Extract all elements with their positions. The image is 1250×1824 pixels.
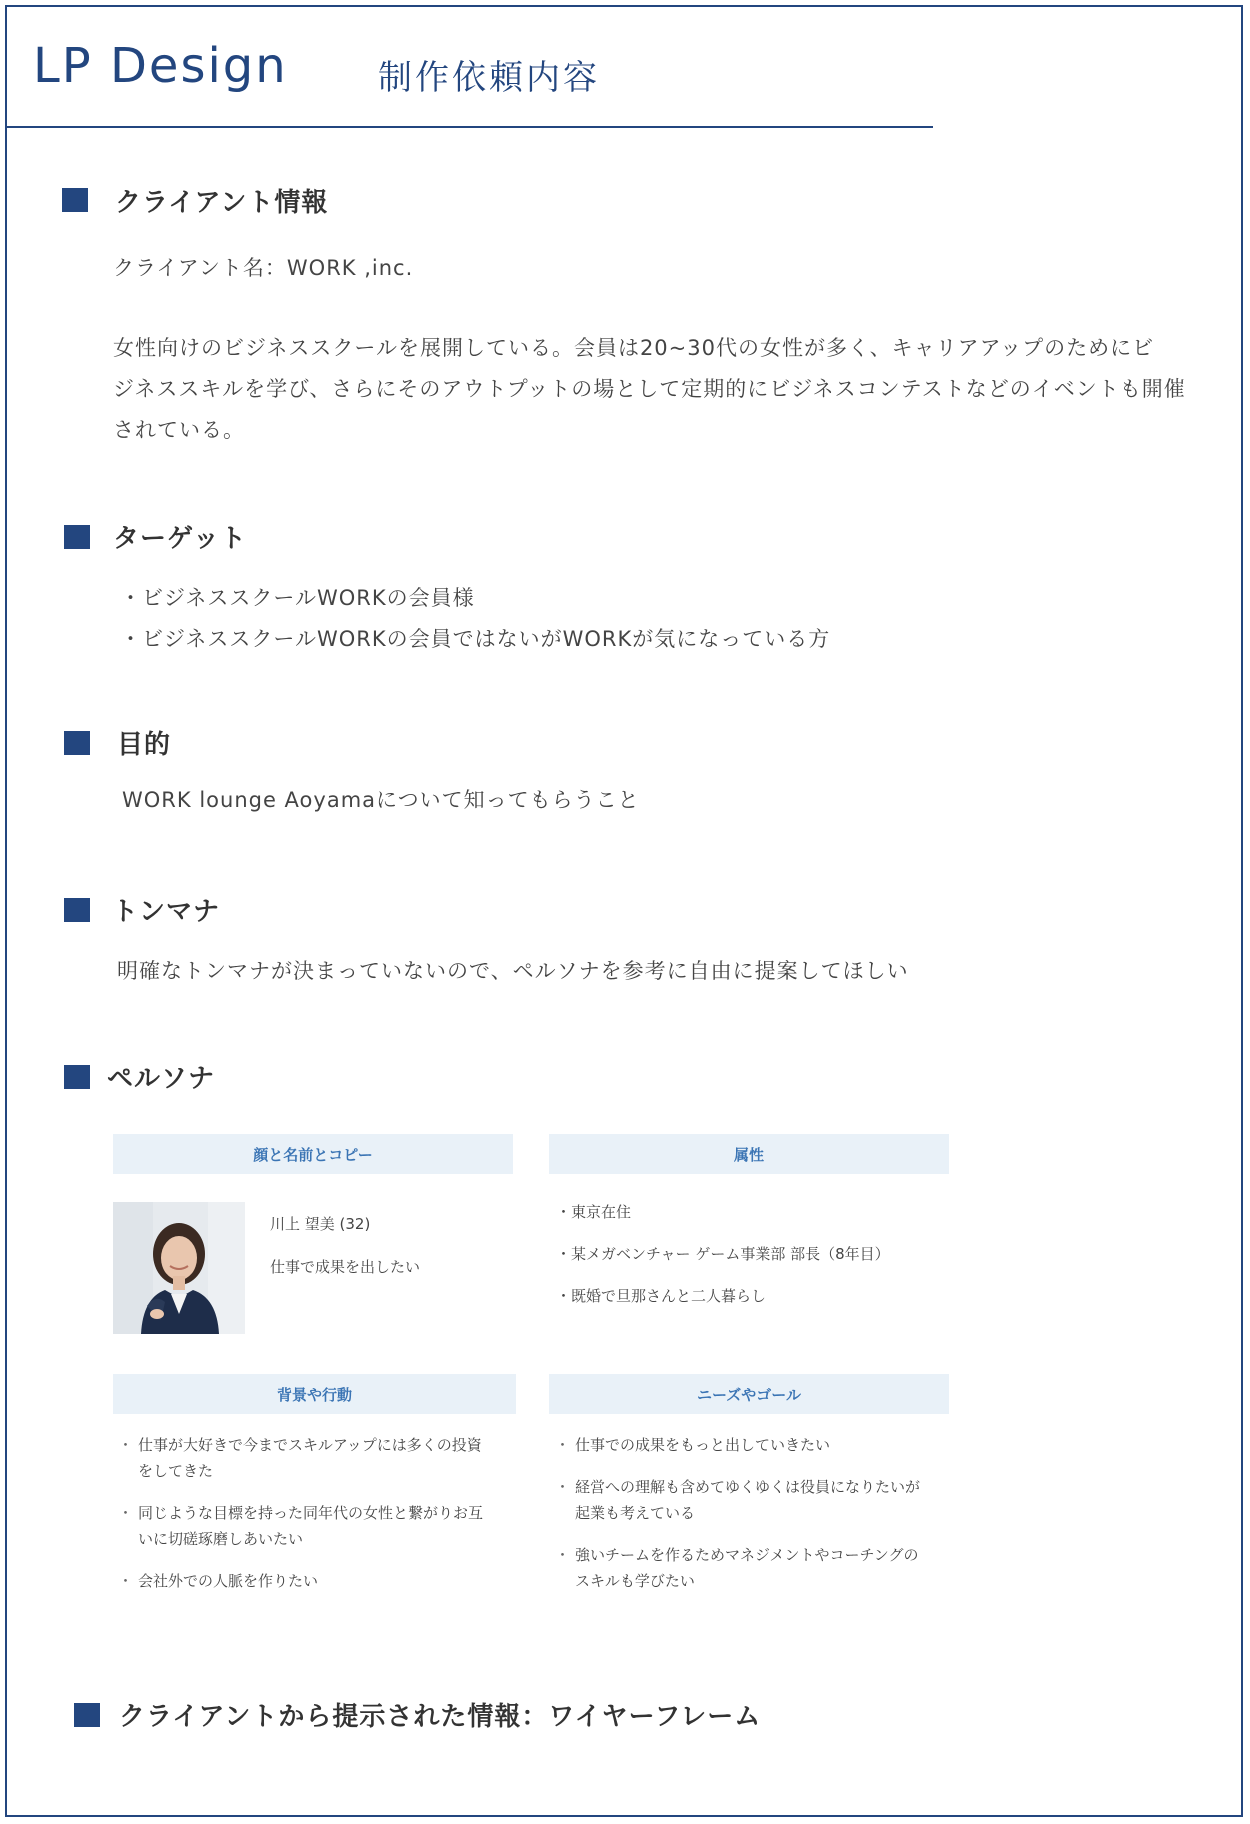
section-heading-client: クライアント情報 xyxy=(115,188,329,218)
bullet-dot: ・ xyxy=(118,1436,134,1454)
bullet-dot: ・ xyxy=(555,1478,571,1496)
section-marker-icon xyxy=(64,1065,90,1089)
section-marker-icon xyxy=(64,731,90,755)
persona-background-header: 背景や行動 xyxy=(113,1374,516,1414)
persona-attributes-header: 属性 xyxy=(549,1134,949,1174)
bullet-dot: ・ xyxy=(118,1504,134,1522)
section-heading-wireframe: クライアントから提示された情報：ワイヤーフレーム xyxy=(119,1702,762,1732)
needs-item-line: 経営への理解も含めてゆくゆくは役員になりたいが xyxy=(575,1478,921,1496)
target-item: ・ビジネススクールWORKの会員ではないがWORKが気になっている方 xyxy=(120,627,831,651)
needs-item-line: 起業も考えている xyxy=(575,1504,696,1522)
background-item-line: 会社外での人脈を作りたい xyxy=(138,1572,319,1590)
section-marker-icon xyxy=(74,1703,100,1727)
page-title: LP Design xyxy=(33,38,288,94)
needs-item xyxy=(555,1542,955,1594)
background-item-line: をしてきた xyxy=(138,1462,214,1480)
section-heading-tone: トンマナ xyxy=(112,897,221,927)
client-description-line-2: ジネススキルを学び、さらにそのアウトプットの場として定期的にビジネスコンテストなどのイベントも開催 xyxy=(113,377,1186,401)
persona-attribute-item: ・既婚で旦那さんと二人暮らし xyxy=(556,1287,767,1305)
bullet-dot: ・ xyxy=(555,1436,571,1454)
needs-item xyxy=(555,1474,955,1526)
tone-text: 明確なトンマナが決まっていないので、ペルソナを参考に自由に提案してほしい xyxy=(117,959,909,983)
section-marker-icon xyxy=(64,898,90,922)
background-item xyxy=(118,1568,518,1594)
needs-item xyxy=(555,1432,955,1458)
persona-copy: 仕事で成果を出したい xyxy=(270,1258,421,1276)
persona-photo xyxy=(113,1202,245,1334)
needs-item-line: スキルも学びたい xyxy=(575,1572,695,1590)
background-item xyxy=(118,1432,518,1484)
section-heading-persona: ペルソナ xyxy=(107,1064,216,1094)
page-subtitle: 制作依頼内容 xyxy=(378,58,600,98)
persona-needs-header: ニーズやゴール xyxy=(549,1374,949,1414)
client-description-line-3: されている。 xyxy=(113,418,245,442)
persona-attribute-item: ・某メガベンチャー ゲーム事業部 部長（8年目） xyxy=(556,1245,890,1263)
persona-face-header: 顔と名前とコピー xyxy=(113,1134,513,1174)
needs-item-line: 仕事での成果をもっと出していきたい xyxy=(575,1436,831,1454)
section-marker-icon xyxy=(64,525,90,549)
purpose-text: WORK lounge Aoyamaについて知ってもらうこと xyxy=(122,788,640,812)
section-heading-target: ターゲット xyxy=(113,524,247,554)
background-item-line: 仕事が大好きで今までスキルアップには多くの投資 xyxy=(138,1436,482,1454)
persona-attribute-item: ・東京在住 xyxy=(556,1203,632,1221)
background-item-line: 同じような目標を持った同年代の女性と繋がりお互 xyxy=(138,1504,484,1522)
background-item xyxy=(118,1500,518,1552)
section-marker-icon xyxy=(62,188,88,212)
background-item-line: いに切磋琢磨しあいたい xyxy=(138,1530,304,1548)
section-heading-purpose: 目的 xyxy=(117,730,172,760)
client-description-line-1: 女性向けのビジネススクールを展開している。会員は20~30代の女性が多く、キャリアアップのためにビ xyxy=(113,336,1155,360)
bullet-dot: ・ xyxy=(118,1572,134,1590)
client-name: クライアント名：WORK ,inc. xyxy=(113,256,414,280)
persona-name: 川上 望美 (32) xyxy=(270,1215,371,1233)
needs-item-line: 強いチームを作るためマネジメントやコーチングの xyxy=(575,1546,919,1564)
bullet-dot: ・ xyxy=(555,1546,571,1564)
target-item: ・ビジネススクールWORKの会員様 xyxy=(120,586,475,610)
header-divider xyxy=(5,126,933,128)
persona-photo-illustration xyxy=(113,1202,245,1334)
